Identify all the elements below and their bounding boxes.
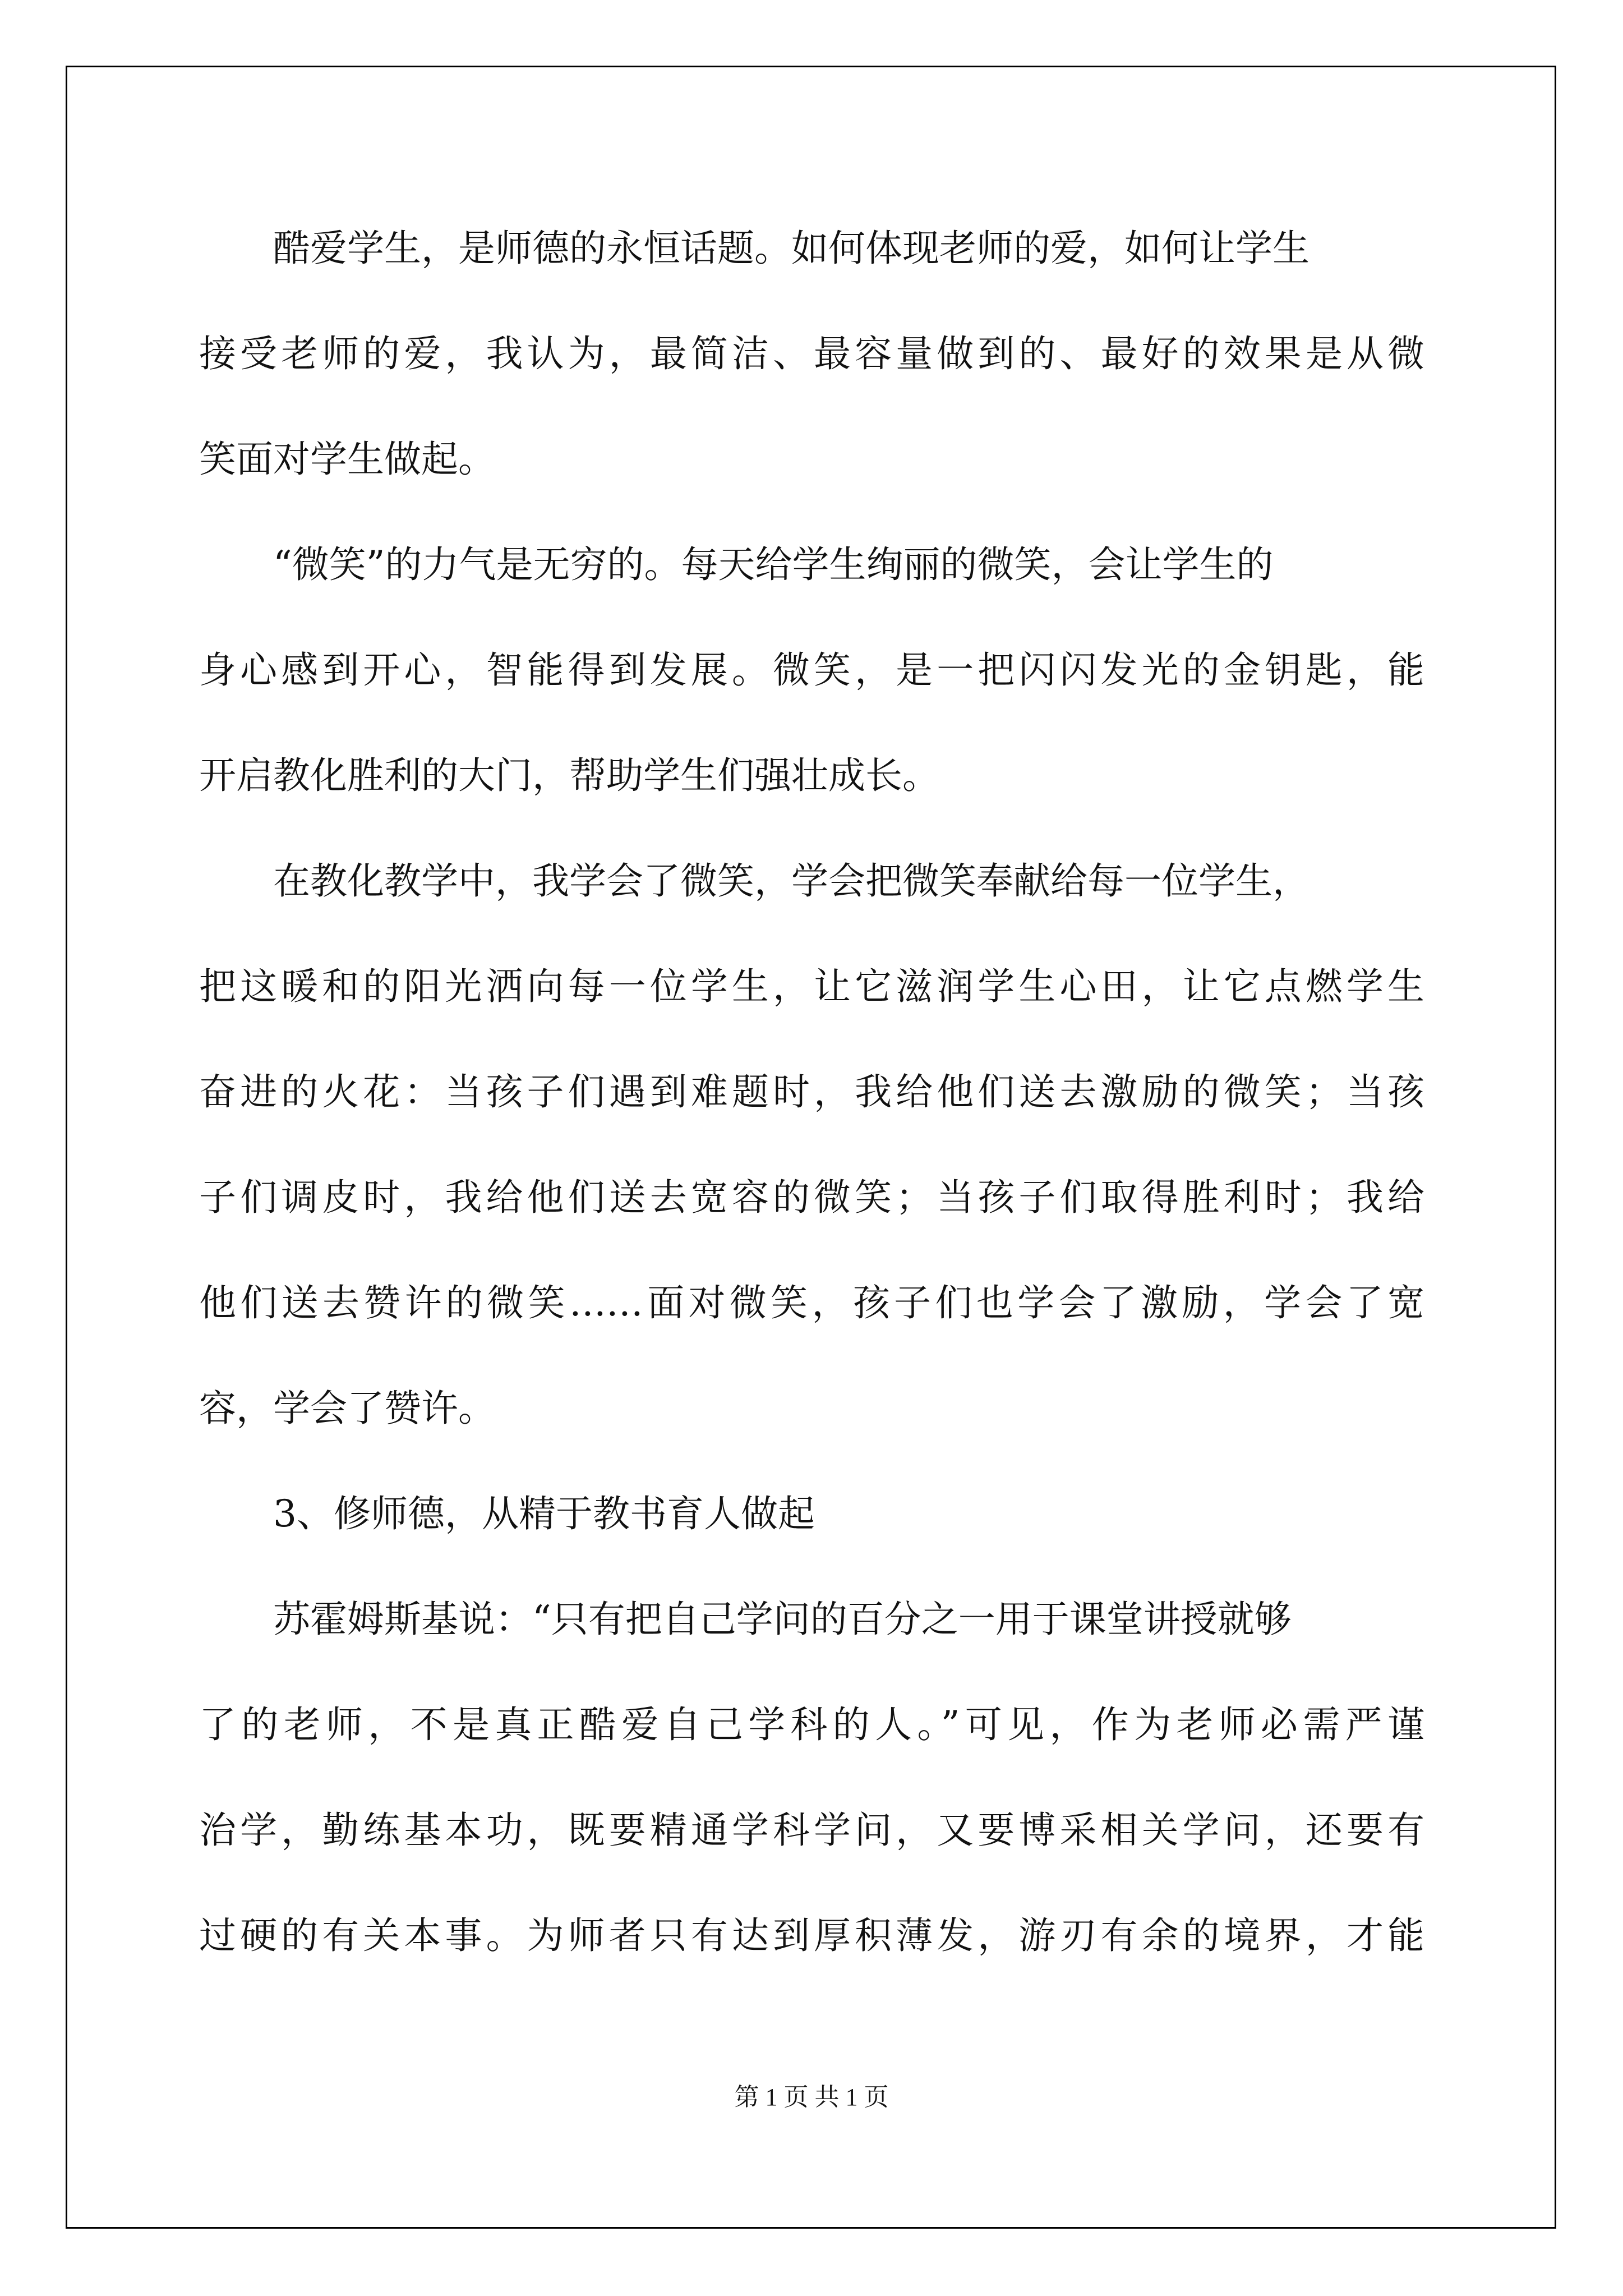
text-line-2: 接受老师的爱，我认为，最简洁、最容量做到的、最好的效果是从微 <box>199 332 1424 375</box>
text-line-7: 在教化教学中，我学会了微笑，学会把微笑奉献给每一位学生， <box>273 859 1310 903</box>
text-line-3: 笑面对学生做起。 <box>199 438 495 481</box>
text-line-12: 容，学会了赞许。 <box>199 1387 495 1430</box>
text-line-5: 身心感到开心，智能得到发展。微笑，是一把闪闪发光的金钥匙，能 <box>199 648 1424 692</box>
text-line-9: 奋进的火花：当孩子们遇到难题时，我给他们送去激励的微笑；当孩 <box>199 1070 1424 1114</box>
section-heading: 3、修师德，从精于教书育人做起 <box>273 1492 815 1535</box>
text-line-14: 苏霍姆斯基说：“只有把自己学问的百分之一用于课堂讲授就够 <box>273 1598 1292 1641</box>
text-line-8: 把这暖和的阳光洒向每一位学生，让它滋润学生心田，让它点燃学生 <box>199 965 1424 1008</box>
text-line-10: 子们调皮时，我给他们送去宽容的微笑；当孩子们取得胜利时；我给 <box>199 1176 1424 1219</box>
text-line-4: “微笑”的力气是无穷的。每天给学生绚丽的微笑，会让学生的 <box>273 543 1274 586</box>
page-border <box>66 66 1556 2229</box>
text-line-15: 了的老师，不是真正酷爱自己学科的人。”可见，作为老师必需严谨 <box>199 1703 1424 1746</box>
text-line-11: 他们送去赞许的微笑……面对微笑，孩子们也学会了激励，学会了宽 <box>199 1281 1424 1324</box>
page-footer: 第 1 页 共 1 页 <box>734 2083 889 2111</box>
text-line-17: 过硬的有关本事。为师者只有达到厚积薄发，游刃有余的境界，才能 <box>199 1914 1424 1957</box>
text-line-16: 治学，勤练基本功，既要精通学科学问，又要博采相关学问，还要有 <box>199 1809 1424 1852</box>
text-line-6: 开启教化胜利的大门，帮助学生们强壮成长。 <box>199 754 939 797</box>
text-line-1: 酷爱学生，是师德的永恒话题。如何体现老师的爱，如何让学生 <box>273 227 1310 270</box>
